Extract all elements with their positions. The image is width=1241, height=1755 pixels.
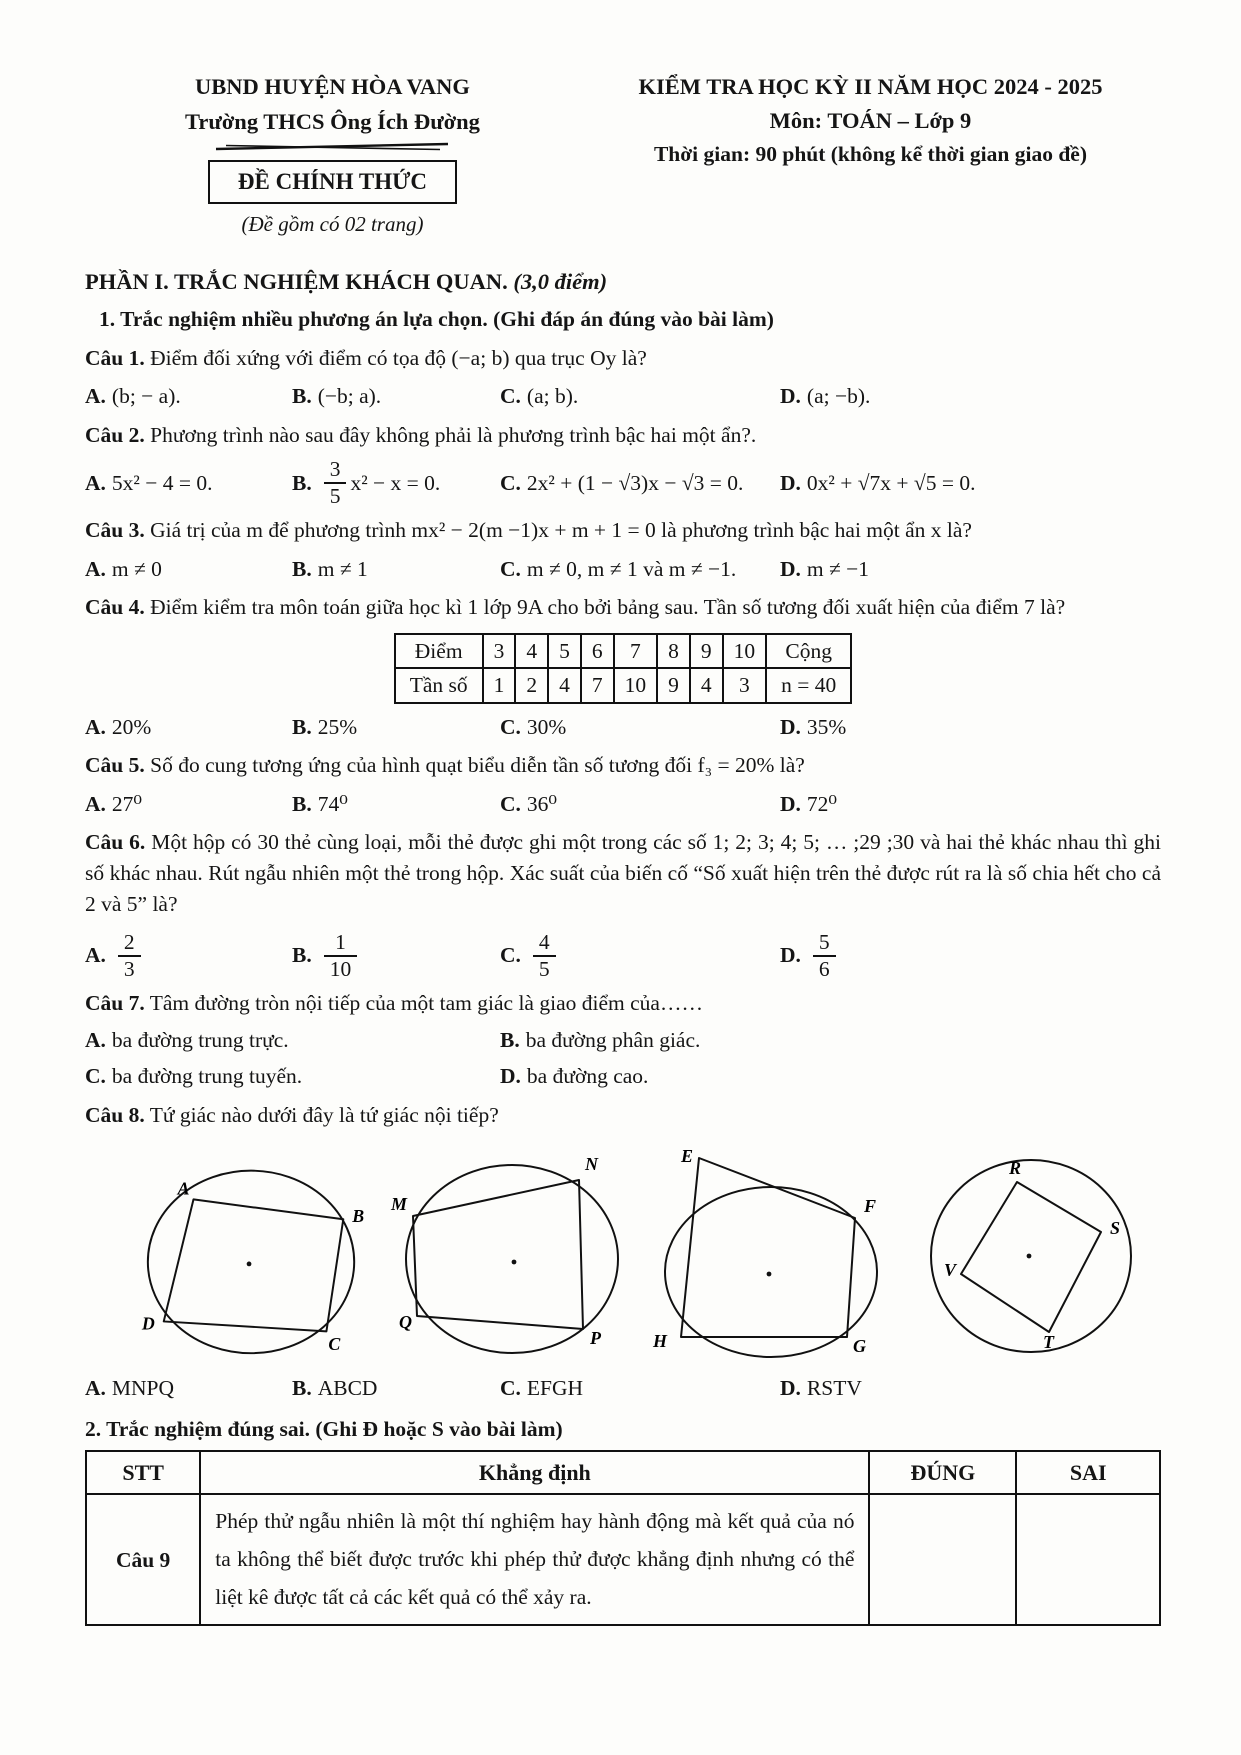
true-false-table xyxy=(85,1450,1161,1626)
circle-diagram-efgh xyxy=(647,1144,902,1359)
page-count-note: (Đề gồm có 02 trang) xyxy=(241,212,424,237)
q5-option-a: A. 27⁰ xyxy=(85,791,143,816)
question-6-text: Một hộp có 30 thẻ cùng loại, mỗi thẻ được ghi một trong các số 1; 2; 3; 4; 5; … ;29 ;30 và hai thẻ khác nhau thì ghi số khác nhau. Rút ngẫu nhiên một thẻ trong hộp. Xác suất của biến cố “Số xuất hiện trên thẻ được rút ra là số chia hết cho cả 2 và 5” là? xyxy=(85,830,1161,916)
q2-option-a: A. 5x² − 4 = 0. xyxy=(85,470,213,495)
q2-option-c: C. 2x² + (1 − √3)x − √3 = 0. xyxy=(500,470,744,495)
question-8-figures xyxy=(85,1130,1161,1359)
q7-option-d: D. ba đường cao. xyxy=(500,1064,649,1089)
school-name: Trường THCS Ông Ích Đường xyxy=(185,108,480,134)
true-false-header-row xyxy=(86,1451,1160,1494)
q3-option-c: C. m ≠ 0, m ≠ 1 và m ≠ −1. xyxy=(500,556,737,581)
q7-option-b: B. ba đường phân giác. xyxy=(500,1027,701,1052)
svg-text:Q: Q xyxy=(399,1312,413,1333)
q8-option-a: A. MNPQ xyxy=(85,1376,175,1401)
center-dot xyxy=(1027,1254,1032,1259)
exam-duration: Thời gian: 90 phút (không kể thời gian giao đề) xyxy=(653,141,1087,166)
question-6 xyxy=(85,827,1161,919)
q6-option-d: D. $\frac{5}{6}$ xyxy=(780,931,1161,980)
q5-option-c: C. 36⁰ xyxy=(500,791,558,816)
tf-row-statement: Phép thử ngẫu nhiên là một thí nghiệm hay hành động mà kết quả của nó ta không thể biết được trước khi phép thử được khẳng định nhưng có thể liệt kê được tất cả các kết quả có thể xảy ra. xyxy=(200,1494,869,1625)
frequency-table-count-row: Tần số 1 2 4 7 10 9 4 3 n = 40 xyxy=(395,668,852,703)
svg-text:N: N xyxy=(585,1154,599,1175)
q7-option-c: C. ba đường trung tuyến. xyxy=(85,1064,303,1089)
exam-subject: Môn: TOÁN – Lớp 9 xyxy=(769,107,972,133)
q1-option-d: D. (a; −b). xyxy=(780,384,871,409)
svg-text:P: P xyxy=(590,1328,602,1349)
q8-option-c: C. EFGH xyxy=(500,1376,584,1401)
q8-option-d: D. RSTV xyxy=(780,1376,862,1401)
svg-text:A: A xyxy=(177,1178,190,1199)
q1-option-a: A. (b; − a). xyxy=(85,384,181,409)
issuing-authority: UBND HUYỆN HÒA VANG xyxy=(195,74,470,99)
svg-text:C: C xyxy=(328,1334,341,1355)
q4-option-c: C. 30% xyxy=(500,714,567,739)
question-5-label: Câu 5. xyxy=(85,753,145,778)
question-2-options xyxy=(85,458,1161,507)
question-8-text: Tứ giác nào dưới đây là tứ giác nội tiếp? xyxy=(149,1102,499,1127)
q5-option-b: B. 74⁰ xyxy=(292,791,348,816)
question-7-text: Tâm đường tròn nội tiếp của một tam giác là giao điểm của…… xyxy=(149,991,703,1016)
q4-option-b: B. 25% xyxy=(292,714,358,739)
official-exam-stamp: ĐỀ CHÍNH THỨC xyxy=(208,160,457,205)
q2-option-b: B. $\frac{3}{5}$ x² − x = 0. xyxy=(292,457,441,508)
part1-points: (3,0 điểm) xyxy=(513,269,608,295)
header-left-block xyxy=(85,70,580,240)
question-1-text: Điểm đối xứng với điểm có tọa độ (−a; b) qua trục Oy là? xyxy=(150,345,647,370)
question-7-options-row2 xyxy=(85,1061,1161,1092)
question-4 xyxy=(85,592,1161,623)
question-6-options xyxy=(85,931,1161,980)
question-1-options xyxy=(85,381,1161,412)
tf-header-false: SAI xyxy=(1016,1451,1160,1494)
question-7-options-row1 xyxy=(85,1025,1161,1056)
q3-option-a: A. m ≠ 0 xyxy=(85,556,162,581)
fraction: $\frac{3}{5}$ xyxy=(324,458,347,507)
question-3-options xyxy=(85,554,1161,585)
tf-header-true: ĐÚNG xyxy=(869,1451,1016,1494)
question-8-label: Câu 8. xyxy=(85,1102,145,1127)
underline-flourish xyxy=(212,142,452,152)
header-right-block xyxy=(580,70,1161,170)
q7-option-a: A. ba đường trung trực. xyxy=(85,1027,289,1052)
fraction: $\frac{1}{10}$ xyxy=(324,931,358,980)
fraction: $\frac{4}{5}$ xyxy=(533,931,556,980)
svg-text:B: B xyxy=(352,1206,365,1227)
question-8-options xyxy=(85,1373,1161,1404)
part1-heading-text: PHẦN I. TRẮC NGHIỆM KHÁCH QUAN. xyxy=(85,269,508,295)
exam-header xyxy=(85,70,1161,240)
svg-text:F: F xyxy=(863,1196,876,1217)
q1-option-c: C. (a; b). xyxy=(500,384,579,409)
q1-option-b: B. (−b; a). xyxy=(292,384,382,409)
q2-option-d: D. 0x² + √7x + √5 = 0. xyxy=(780,470,976,495)
question-3-label: Câu 3. xyxy=(85,518,145,543)
svg-text:T: T xyxy=(1042,1332,1054,1353)
frequency-table-score-row: Điểm 3 4 5 6 7 8 9 10 Cộng xyxy=(395,634,852,669)
q5-option-d: D. 72⁰ xyxy=(780,791,838,816)
q4-option-d: D. 35% xyxy=(780,714,847,739)
question-1-label: Câu 1. xyxy=(85,345,145,370)
circle-diagram-rstv xyxy=(911,1144,1151,1359)
fraction: $\frac{5}{6}$ xyxy=(813,931,836,980)
circle-diagram-abcd xyxy=(130,1144,378,1359)
q8-option-b: B. ABCD xyxy=(292,1376,378,1401)
svg-text:D: D xyxy=(141,1313,155,1334)
fraction: $\frac{2}{3}$ xyxy=(118,931,141,980)
center-dot xyxy=(766,1272,771,1277)
question-3 xyxy=(85,515,1161,546)
question-5-text: Số đo cung tương ứng của hình quạt biểu diễn tần số tương đối f₃ = 20% là? xyxy=(150,753,805,778)
q6-option-b: B. $\frac{1}{10}$ xyxy=(292,931,500,980)
part1-subsection-heading: 1. Trắc nghiệm nhiều phương án lựa chọn. (Ghi đáp án đúng vào bài làm) xyxy=(99,307,774,332)
question-1 xyxy=(85,343,1161,374)
circle-diagram-mnpq xyxy=(387,1144,637,1359)
question-8 xyxy=(85,1100,1161,1131)
tf-header-stt: STT xyxy=(86,1451,200,1494)
svg-text:G: G xyxy=(852,1336,866,1357)
svg-text:V: V xyxy=(943,1260,956,1281)
tf-row-number: Câu 9 xyxy=(86,1494,200,1625)
q6-option-c: C. $\frac{4}{5}$ xyxy=(500,931,780,980)
svg-text:H: H xyxy=(652,1331,667,1352)
svg-text:R: R xyxy=(1008,1158,1021,1179)
svg-text:E: E xyxy=(680,1146,693,1167)
question-2-label: Câu 2. xyxy=(85,422,145,447)
tf-row-true-cell xyxy=(869,1494,1016,1625)
question-5 xyxy=(85,750,1161,781)
q4-option-a: A. 20% xyxy=(85,714,152,739)
part1-heading xyxy=(85,266,1161,298)
question-5-options xyxy=(85,789,1161,820)
frequency-table xyxy=(394,633,853,704)
part2-heading: 2. Trắc nghiệm đúng sai. (Ghi Đ hoặc S vào bài làm) xyxy=(85,1416,563,1441)
q3-option-d: D. m ≠ −1 xyxy=(780,556,870,581)
question-2 xyxy=(85,420,1161,451)
question-7 xyxy=(85,988,1161,1019)
question-6-label: Câu 6. xyxy=(85,830,146,855)
question-2-text: Phương trình nào sau đây không phải là phương trình bậc hai một ẩn?. xyxy=(150,422,757,447)
q3-option-b: B. m ≠ 1 xyxy=(292,556,368,581)
q6-option-a: A. $\frac{2}{3}$ xyxy=(85,931,292,980)
svg-text:S: S xyxy=(1109,1218,1120,1239)
tf-header-statement: Khẳng định xyxy=(200,1451,869,1494)
tf-row-false-cell xyxy=(1016,1494,1160,1625)
svg-text:M: M xyxy=(391,1194,408,1215)
question-4-options xyxy=(85,712,1161,743)
true-false-row-cau9 xyxy=(86,1494,1160,1625)
question-7-label: Câu 7. xyxy=(85,991,145,1016)
question-3-text: Giá trị của m để phương trình mx² − 2(m −1)x + m + 1 = 0 là phương trình bậc hai một ẩn x là? xyxy=(150,518,972,543)
center-dot xyxy=(512,1260,517,1265)
exam-title: KIỂM TRA HỌC KỲ II NĂM HỌC 2024 - 2025 xyxy=(638,74,1103,99)
question-4-text: Điểm kiểm tra môn toán giữa học kì 1 lớp 9A cho bởi bảng sau. Tần số tương đối xuất hiện của điểm 7 là? xyxy=(150,595,1066,620)
center-dot xyxy=(247,1262,252,1267)
question-4-label: Câu 4. xyxy=(85,595,145,620)
